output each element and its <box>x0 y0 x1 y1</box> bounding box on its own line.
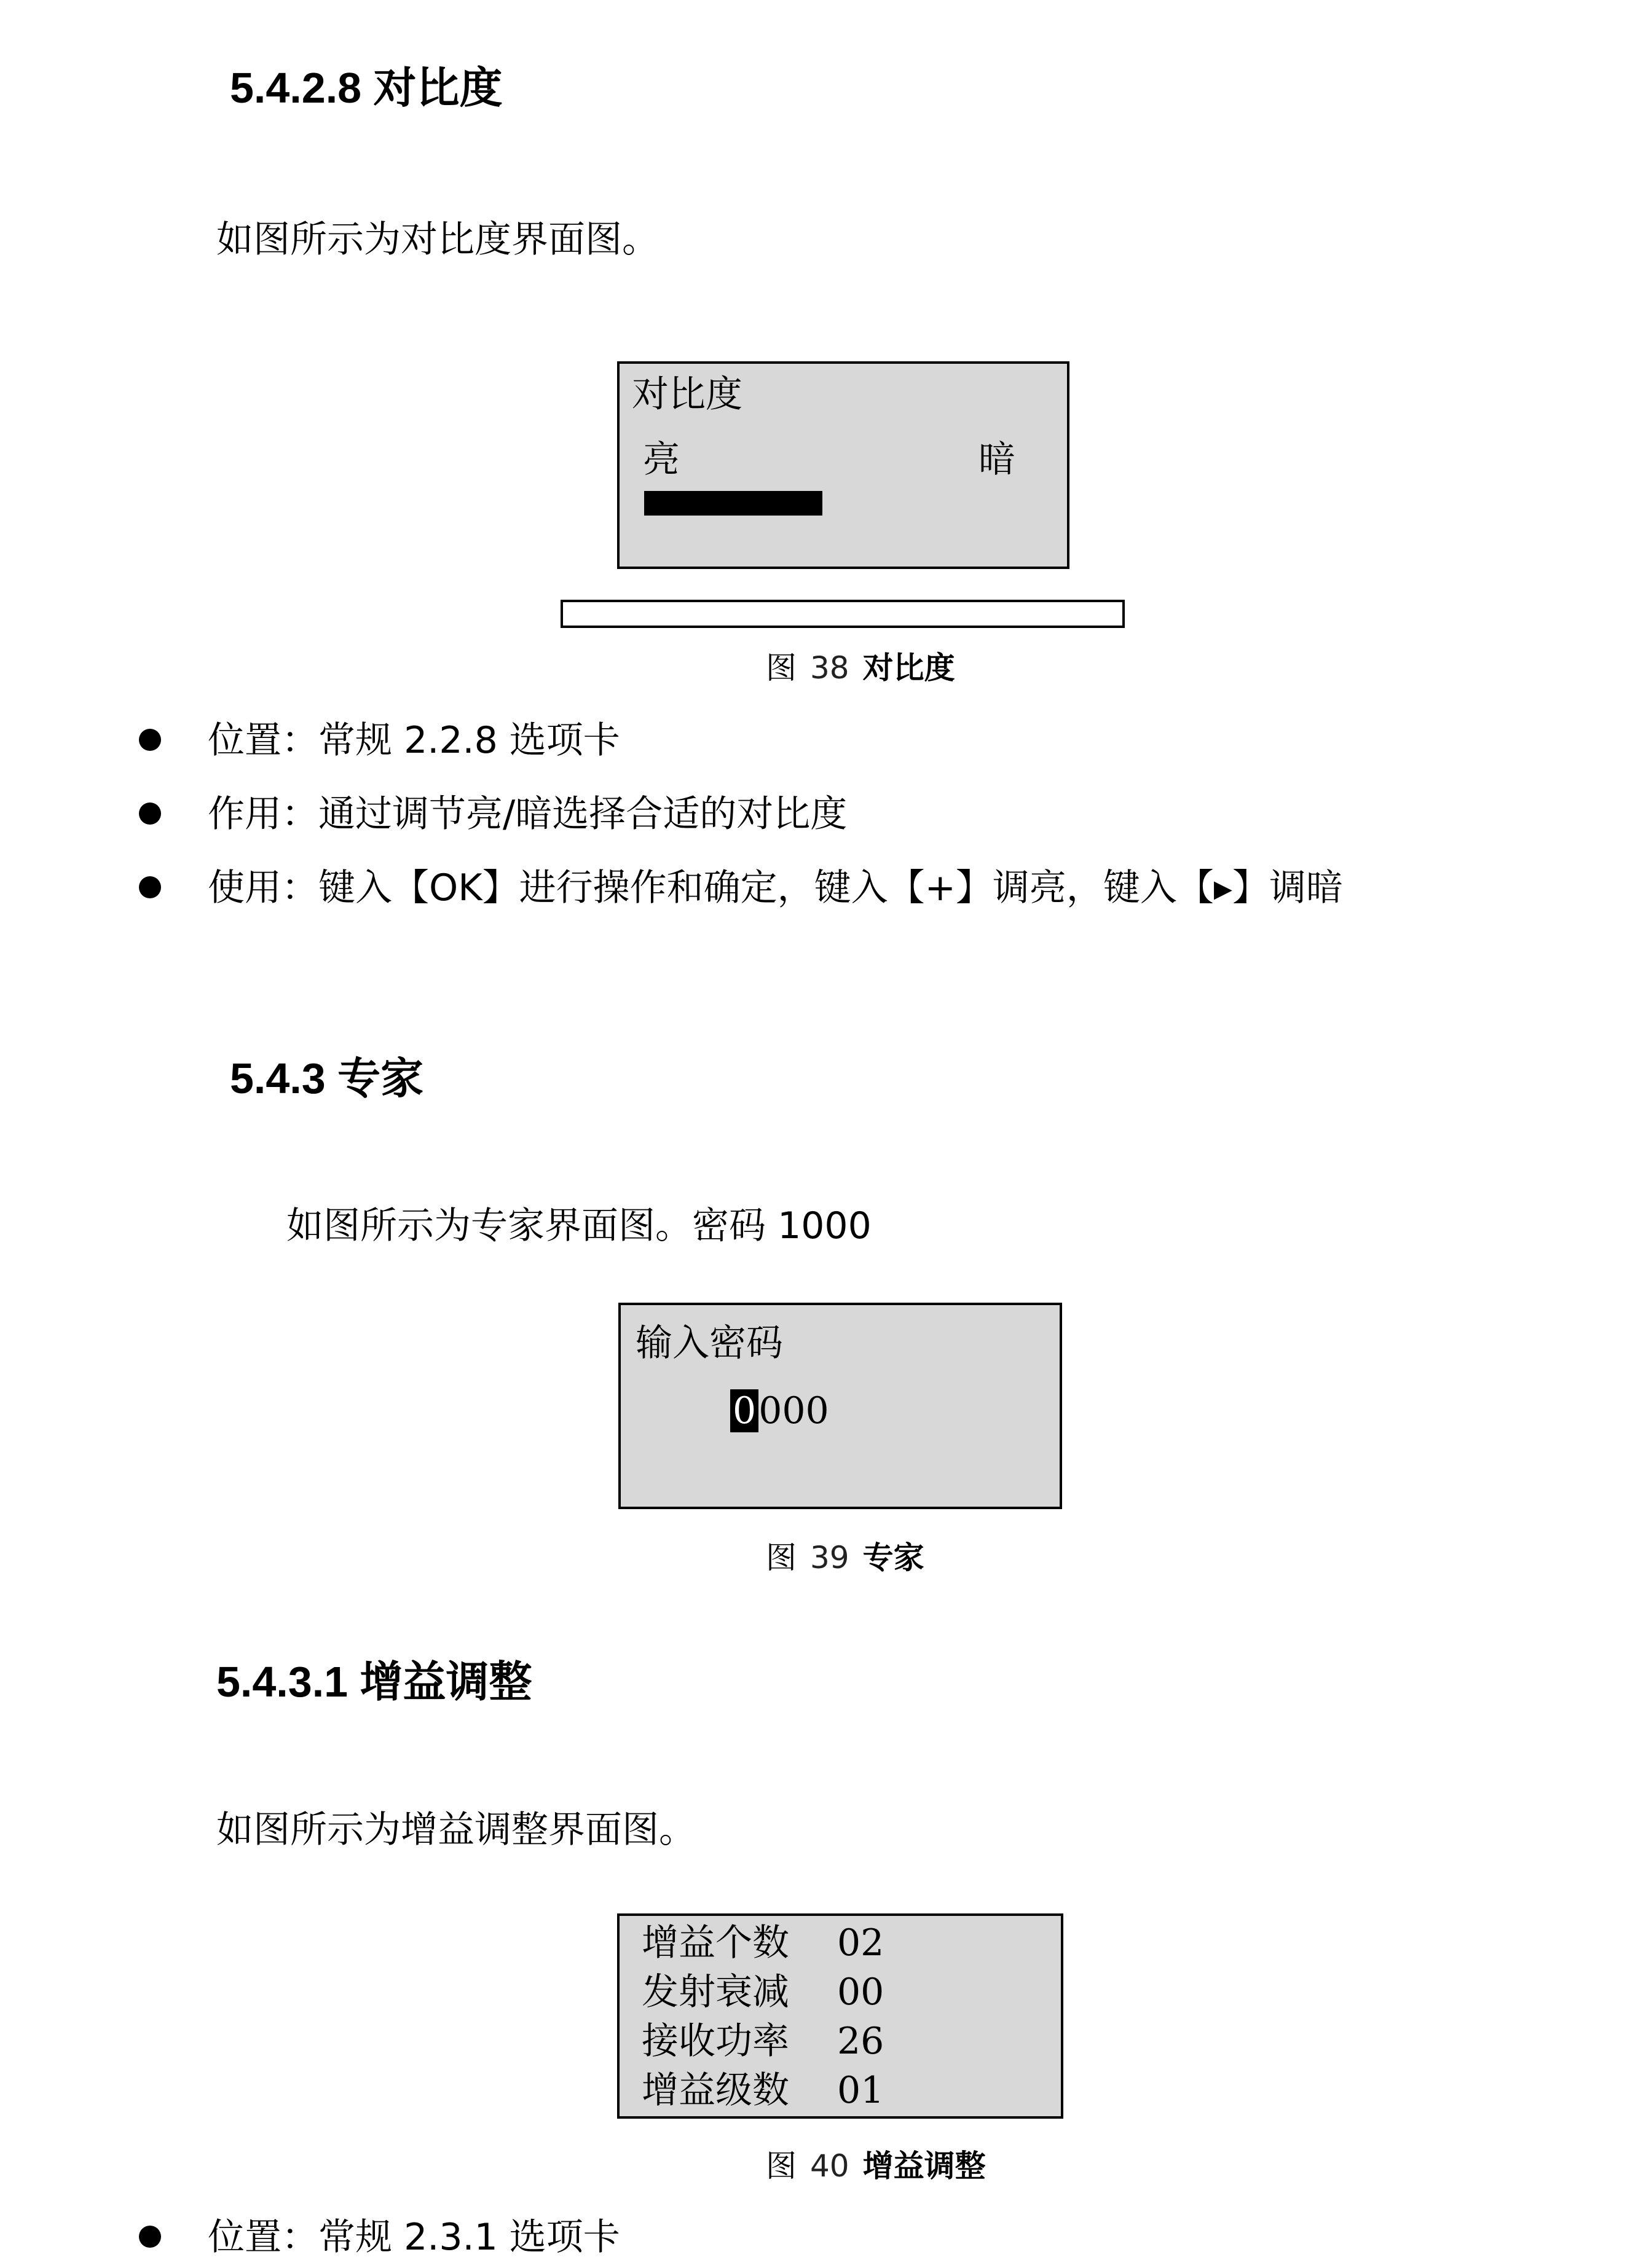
section-heading-5428: 5.4.2.8 对比度 <box>230 64 503 112</box>
gain-row <box>642 2020 884 2063</box>
bullet-dot <box>139 876 161 898</box>
caption-prefix: 图 <box>766 1540 797 1575</box>
caption-number: 38 <box>810 650 849 686</box>
password-cursor-digit: 0 <box>730 1389 758 1432</box>
bullet-location: 位置：常规 2.3.1 选项卡 <box>208 2216 620 2259</box>
caption-frame <box>561 600 1125 628</box>
caption-title: 专家 <box>862 1540 924 1575</box>
password-screen <box>618 1303 1062 1509</box>
gain-row-value: 26 <box>837 2020 884 2063</box>
password-digits: 000 <box>758 1389 829 1432</box>
contrast-level-bar <box>644 491 822 516</box>
bullet-dot <box>139 802 161 825</box>
figure-caption-39 <box>766 1542 924 1573</box>
caption-title: 对比度 <box>862 650 955 686</box>
contrast-bright-label: 亮 <box>643 438 680 481</box>
caption-title: 增益调整 <box>862 2148 986 2184</box>
gain-row-value: 02 <box>837 1921 884 1964</box>
section-intro-5431: 如图所示为增益调整界面图。 <box>216 1808 696 1851</box>
section-heading-543: 5.4.3 专家 <box>230 1054 424 1102</box>
caption-prefix: 图 <box>766 2148 797 2184</box>
password-screen-title: 输入密码 <box>636 1322 783 1365</box>
gain-row-label: 增益级数 <box>642 2069 789 2112</box>
caption-prefix: 图 <box>766 650 797 686</box>
section-intro-543: 如图所示为专家界面图。密码 1000 <box>286 1204 872 1247</box>
gain-row-label: 接收功率 <box>642 2020 789 2063</box>
bullet-location: 位置：常规 2.2.8 选项卡 <box>208 719 620 762</box>
bullet-purpose: 作用：通过调节亮/暗选择合适的对比度 <box>208 793 848 836</box>
caption-number: 39 <box>810 1540 849 1575</box>
password-input <box>730 1389 829 1432</box>
contrast-screen <box>617 361 1069 569</box>
gain-row-value: 00 <box>837 1971 884 2014</box>
gain-row <box>642 1971 884 2014</box>
contrast-screen-title: 对比度 <box>632 373 742 416</box>
bullet-dot <box>139 729 161 751</box>
contrast-dark-label: 暗 <box>978 438 1015 481</box>
section-heading-5431: 5.4.3.1 增益调整 <box>216 1658 532 1706</box>
caption-number: 40 <box>810 2148 849 2184</box>
gain-row-value: 01 <box>837 2069 884 2112</box>
bullet-usage: 使用：键入【OK】进行操作和确定，键入【+】调亮，键入【▸】调暗 <box>208 866 1343 909</box>
bullet-dot <box>139 2226 161 2248</box>
gain-row-label: 发射衰减 <box>642 1971 789 2014</box>
gain-row <box>642 1921 884 1964</box>
gain-screen <box>617 1913 1063 2119</box>
gain-row-label: 增益个数 <box>642 1921 789 1964</box>
gain-row <box>642 2069 884 2112</box>
figure-caption-38 <box>766 650 955 686</box>
section-intro-5428: 如图所示为对比度界面图。 <box>216 218 659 261</box>
figure-caption-40 <box>766 2148 986 2184</box>
